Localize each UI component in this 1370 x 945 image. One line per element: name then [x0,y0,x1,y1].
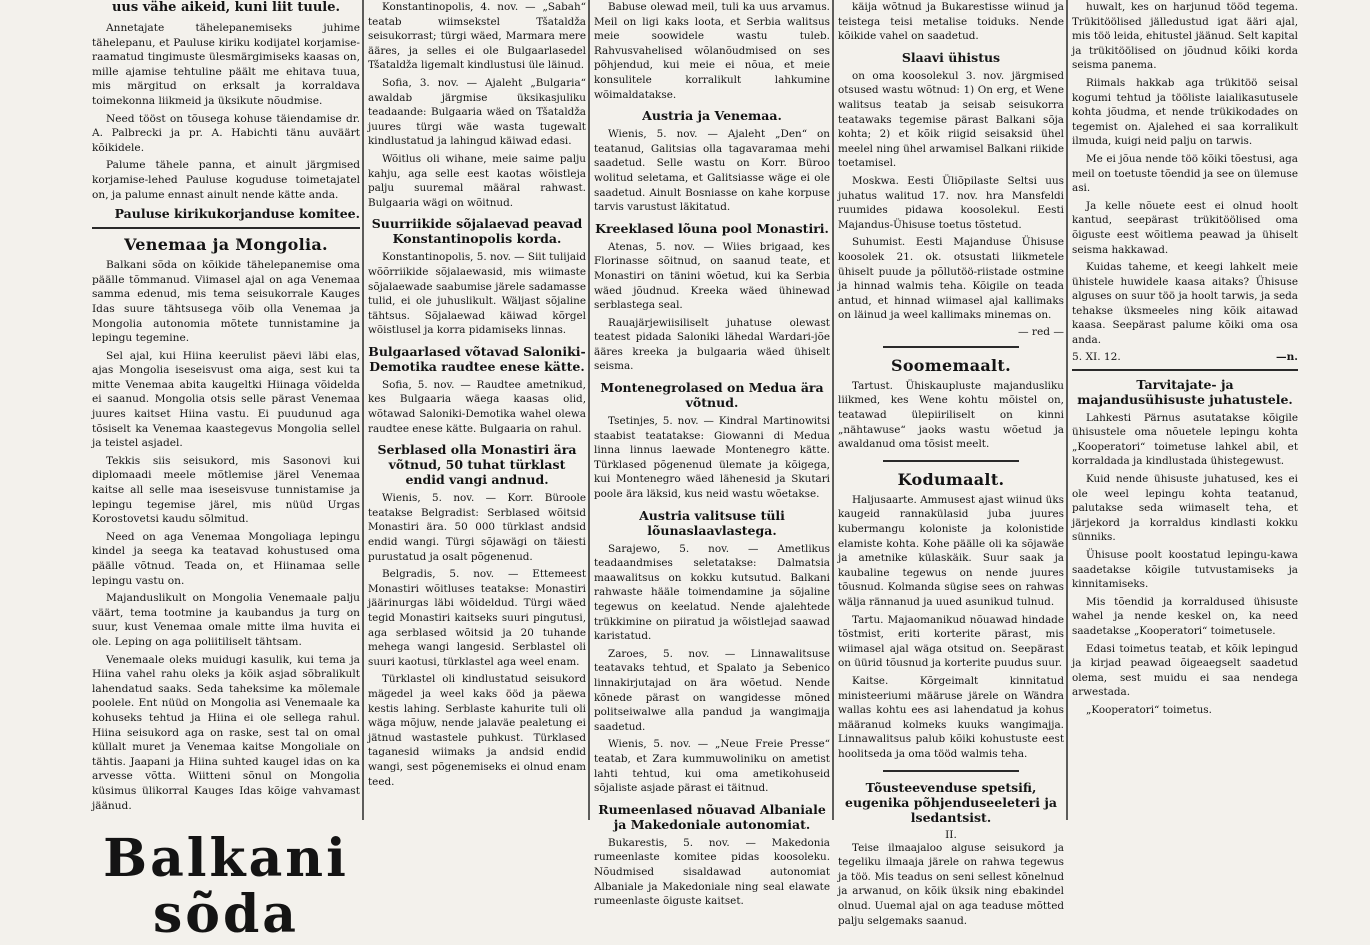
paragraph: huwalt, kes on harjunud tööd tegema. Trükitöölised jälledustud igat ääri ajal, mis töö leida, ehitustel jäänud. Selt kapital ja trükitöölised on jõudnud kõiki korda seisma panema. [1072,1,1298,72]
paragraph: Tekkis siis seisukord, mis Sasonovi kui diplomaadi meele mõtlemise järel Venemaa kaitse all selle maa iseseisvuse tunnistamise ja lepingu tegemise järel, mis nüüd Urgas Korostovetsi kaudu sõlmitud. [92,454,360,526]
article-signature: —n. [1276,350,1298,363]
section-body-3 [368,491,586,789]
column-5 [1072,0,1298,820]
section-heading-eugenika: Tõusteevenduse spetsifi, eugenika põhjenduseeleteri ja lsedantsist. [845,779,1057,825]
section-body-soomemaalt [838,379,1064,452]
paragraph: „Kooperatori“ toimetus. [1086,703,1212,716]
column-rule [832,0,834,820]
paragraph: Tartust. Ühiskaupluste majandusliku liikmed, kes Wene kohtu mõistel on, teatawad ülepiiriliselt on kinni „nähtawuse“ jaoks wastu wõetud ja awaldanud oma tõsist meelt. [838,379,1064,451]
notice-block [92,21,360,202]
section-heading-2: Kreeklased lõuna pool Monastiri. [595,220,829,236]
section-heading-3: Montenegrolased on Medua ära võtnud. [600,380,824,411]
paragraph: Sofia, 5. nov. — Raudtee ametnikud, kes Bulgaaria wäega kaasas olid, wõtawad Saloniki-Demotika wahel olewa raudtee enese kätte. Bulgaaria on rahul. [368,378,586,435]
section-heading-1: Suurriikide sõjalaevad peavad Konstantinopolis korda. [371,216,583,247]
divider [1072,369,1298,371]
paragraph: Sarajewo, 5. nov. — Ametlikus teadaandmises seletatakse: Dalmatsia maawalitsus on kokku kutsutud. Balkani rahwaste hääle toimendamine ja sõjaline tegewus on keelatud. Nende ajalehtede trükkimine on piiratud ja wõistlejad saawad karistatud. [594,542,830,643]
divider [92,227,360,229]
paragraph: on oma koosolekul 3. nov. järgmised otsused wastu wõtnud: 1) On erg, et Wene walitsus teatab ja seisab seisukorra teatawaks tegemise pärast Balkani sõja kohta; 2) et kõik riigid seisaksid ühel meelel ning ühel arwamisel Balkani riikide toetamisel. [838,69,1064,170]
section-heading-4: Austria valitsuse tüli lõunaslaavlastega. [639,507,785,538]
paragraph: Bukarestis, 5. nov. — Makedonia rumeenlaste komitee pidas koosoleku. Nõudmised sisaldawad autonomiat Albaniale ja Makedoniale ning seal elawate rumeenlaste õiguste kaitset. [594,836,830,908]
paragraph: Babuse olewad meil, tuli ka uus arvamus. Meil on ligi kaks loota, et Serbia walitsus meie soowidele wastu tuleb. Rahvusvahelised wõlanõudmised on ses põhjendud, kui meie ei nõua, et meie konsulitele korralikult lahkumine wõimaldatakse. [594,1,830,101]
paragraph: Me ei jõua nende töö kõiki tõestusi, aga meil on toetuste tõendid ja see on ülemuse asi. [1072,152,1298,195]
paragraph: Balkani sõda on kõikide tähelepanemise oma päälle tõmmanud. Viimasel ajal on aga Venemaa samma edenud, mis tema seisukorrale Kauges Idas suure tähtsusega võib olla Venemaa ja Mongolia autonomia mõtete tunnistamine ja lepingu tegemine. [92,259,360,345]
section-body-2 [594,240,830,374]
section-heading-kodumaalt: Kodumaalt. [897,469,1005,489]
paragraph: Tsetinjes, 5. nov. — Kindral Martinowitsi staabist teatatakse: Giowanni di Medua linna linnus laewade Montenegro kätte. Türklased põgenenud ülemate ja kõigega, kui Montenegro wäed lähenesid ja Skutari poole ära läksid, kus neid wastu wõetakse. [594,415,830,501]
dateline-row [1072,351,1298,363]
paragraph: Moskwa. Eesti Üliõpilaste Seltsi uus juhatus walitud 17. nov. hra Mansfeldi ruumides pidawa koosolekul. Eesti Majandus-Ühisuse toetus tõstetud. [838,174,1064,231]
paragraph: Wienis, 5. nov. — Korr. Büroole teatakse Belgradist: Serblased wõitsid Monastiri ära. 50 000 türklast andsid endid wangi. Türgi sõjawägi on täiesti purustatud ja osalt põgenenud. [368,492,586,563]
section-body-3 [594,414,830,502]
article-body-venemaa-mongolia [92,258,360,813]
section-heading-soomemaalt: Soomemaalt. [890,355,1011,375]
paragraph: Kuid nende ühisuste juhatused, kes ei ole weel lepingu kohta teatanud, palutakse seda wiimaselt teha, et järjekord ja korraldus kindlasti kokku sünniks. [1072,473,1298,544]
paragraph: Annetajate tähelepanemiseks juhime tähelepanu, et Pauluse kiriku kodijatel korjamise-raamatud tingimuste ülesmärgimiseks kaasas on, mille ajamise tehtuline päält me ehitava tuua, mis märgitud on erksalt ja korraldava toimekonna liikmeid ja üksikute nõudmise. [92,22,360,107]
paragraph: Kuidas taheme, et keegi lahkelt meie ühistele huwidele kaasa aitaks? Ühisuse alguses on suur töö ja hoolt tarwis, ja seda tehakse üksmeeles ning kõik aitawad kaasa. Seepärast palume kõiki oma osa anda. [1072,261,1298,347]
column-rule [588,0,590,820]
paragraph: Sofia, 3. nov. — Ajaleht „Bulgaria“ awaldab järgmise üksikasjuliku teadaande: Bulgaaria wäed on Tšataldža juures türgi wäe wasta tugewalt kindlustatud ja lahingud käiwad edasi. [368,76,586,148]
column-2 [368,0,586,820]
column-rule [1066,0,1068,820]
section-body-1 [368,250,586,338]
divider [883,346,1019,348]
paragraph: Wõitlus oli wihane, meie saime palju kahju, aga selle eest kaotas wõistleja palju suuremal määral rahwast. Bulgaaria wägi on wõitnud. [368,152,586,209]
section-body-kodumaalt [838,493,1064,762]
section-heading-2: Bulgaarlased võtavad Saloniki-Demotika raudtee enese kätte. [368,343,586,374]
headline-balkani-soda: Balkani sõda [103,828,349,945]
section-heading-tarvitajate: Tarvitajate- ja majandusühisuste juhatustele. [1077,376,1293,407]
paragraph: Riimals hakkab aga trükitöö seisal kogumi tehtud ja tööliste laialikasutusele kohta jõudma, et nende trükikodades on tegemist on. Ajalehed ei saa korralikult ilmuda, kuigi neid palju on tarwis. [1072,76,1298,148]
paragraph: Tartu. Majaomanikud nõuawad hindade tõstmist, eriti korterite pärast, mis wiimasel ajal wäga otsitud on. Seepärast on üürid tõusnud ja korterite puudus suur. [838,613,1064,670]
section-body-slaavi [838,69,1064,323]
section-number: II. [945,828,957,841]
paragraph: Kaitse. Kõrgeimalt kinnitatud ministeeriumi määruse järele on Wändra wallas kohtu ees asi lahendatud ja kohus määranud kolmeks kuuks wangimajja. Linnawalitsus palub kõiki kohustuste eest hoolitseda ja oma tööd walmis teha. [838,674,1064,760]
paragraph: käija wõtnud ja Bukarestisse wiinud ja teistega teisi metalise toiduks. Nende kõikide vahel on saadetud. [838,1,1064,43]
article-lead [1072,0,1298,348]
paragraph: Teise ilmaajaloo alguse seisukord ja tegeliku ilmaaja järele on rahwa tegewus ja töö. Mis teadus on seni sellest kõnelnud ja arwanud, on kõik üksik ning ebakindel olnud. Uuemal ajal on aga teaduse mõtted palju selgemaks saanud. [838,841,1064,927]
paragraph: Venemaale oleks muidugi kasulik, kui tema ja Hiina vahel rahu oleks ja kõik asjad sõbralikult lahendatud saaks. Seda taheksime ka mõlemale poolele. Ent nüüd on Mongolia asi Venemaale ka kohuseks tehtud ja Hiina ei ole sellega rahul. Hiina seisukord aga on raske, sest tal on omal küllalt muret ja Venemaa kaitse Mongoliale on tähtis. Jaapani ja Hiina suhted kaugel idas on ka arvesse võtta. Wiitteni sõnul on Mongolia küsimus ülikorral Kauges Idas kõige vahvamast jäänud. [92,653,360,812]
paragraph: Wienis, 5. nov. — „Neue Freie Presse“ teatab, et Zara kummuwoliniku on ametist lahti tehtud, kui oma ametikohuseid sõjaliste asjade pärast ei täitnud. [594,738,830,795]
paragraph: Suhumist. Eesti Majanduse Ühisuse koosolek 21. ok. otsustati liikmetele ühiselt puude ja põllutöö-riistade ostmine ja hinnad walmis teha. Kõigile on teada antud, et hinnad wiimasel ajal kallimaks on läinud ja weel kallimaks minemas on. [838,236,1064,322]
section-heading-1: Austria ja Venemaa. [642,108,782,124]
section-body-eugenika [838,841,1064,929]
divider [883,460,1019,462]
section-heading-5: Rumeenlased nõuavad Albaniale ja Makedoniale autonomiat. [598,801,826,832]
paragraph: Majanduslikult on Mongolia Venemaale palju väärt, tema tootmine ja kaubandus ja turg on suur, kust Venemaa omale mitte ilma huvita ei ole. Leping on aga poliitiliselt tähtsam. [92,592,360,648]
paragraph: Atenas, 5. nov. — Wiies brigaad, kes Florinasse sõitnud, on saanud teate, et Monastiri on tänini wõetud, kui ka Serbia wäed jõudnud. Kreeka wäed ühinewad serblastega seal. [594,240,830,312]
divider [883,770,1019,772]
column-1 [92,0,360,945]
paragraph: Need tööst on tõusega kohuse täiendamise dr. A. Palbrecki ja pr. A. Habichti tänu auväärt kõikidele. [92,112,360,154]
article-title-venemaa-mongolia: Venemaa ja Mongolia. [124,235,328,255]
paragraph: Türklastel oli kindlustatud seisukord mägedel ja weel kaks ööd ja päewa kestis lahing. Serblaste kahurite tuli oli wäga mõjuw, nende jalaväe pealetung ei jätnud wastastele puhkust. Türklased taganesid wiimaks ja andsid endid wangi, sest põgenemiseks ei olnud enam teed. [368,673,586,788]
paragraph: Konstantinopolis, 5. nov. — Siit tulijaid wõõrriikide sõjalaewasid, mis wiimaste sõjalaewade saabumise järele sadamasse tulid, ei ole juhuslikult. Wäljast sõjaline tähtsus. Sõjalaewad käiwad kõrgel wõistlusel ja korra pidamiseks linnas. [368,251,587,337]
section-body-4 [594,542,830,796]
paragraph: Ja kelle nõuete eest ei olnud hoolt kantud, seepärast trükitöölised oma õiguste eest wõitlema peawad ja ühiselt seisma hakkawad. [1072,199,1298,256]
paragraph: Rauajärjewiisiliselt juhatuse olewast teatest pidada Saloniki lähedal Wardari-jõe ääres kreeka ja bulgaaria wäed ühiselt seisma. [594,316,830,373]
paragraph: Ühisuse poolt koostatud lepingu-kawa saadetakse kõigile tutvustamiseks ja kinnitamiseks. [1072,549,1298,591]
paragraph: Need on aga Venemaa Mongoliaga lepingu kindel ja seega ka teatavad kohustused oma päälle võtnud. Teada on, et Hiinamaa selle lepingu vastu on. [92,530,360,587]
article-lead [368,0,586,210]
column-rule [362,0,364,820]
section-body-2 [368,378,586,436]
section-body-1 [594,127,830,215]
paragraph: Konstantinopolis, 4. nov. — „Sabah“ teatab wiimsekstel Tšataldža seisukorrast; türgi wäed, Marmara mere ääres, ja selles ei ole Bulgaarlasedel Tšataldža ligemalt kindlustusi üle läinud. [368,1,586,72]
top-heading: uus vähe aikeid, kuni liit tuule. [111,0,341,15]
paragraph: Edasi toimetus teatab, et kõik lepingud ja kirjad peawad õigeaegselt saadetud olema, sest muidu ei saa nendega arwestada. [1072,642,1298,699]
article-lead [594,0,830,102]
section-body-5 [594,836,830,909]
paragraph: Sel ajal, kui Hiina keerulist päevi läbi elas, ajas Mongolia iseseisvust oma aiga, sest kui ta mitte Venemaa abita kaugeltki Hiinaga võidelda ei saanud. Mongolia otsis selle pärast Venemaa juures kaitset Hiina vastu. Ei puudunud aga tõsiselt ka Venemaa kaastegevus Mongolia sellel ja teistel asjadel. [92,349,360,450]
article-lead [838,0,1064,44]
paragraph: Palume tähele panna, et ainult järgmised korjamise-lehed Pauluse koguduse toimetajatel on, ja palume ennast ainult nende kätte anda. [92,159,360,201]
paragraph: Wienis, 5. nov. — Ajaleht „Den“ on teatanud, Galitsias olla tagavaramaa mehi saadetud. Selle wastu on Korr. Büroo wolitud seletama, et Galitsiasse wäge ei ole saadetud. Ainult Bosniasse on kahe korpuse tarvis varustust läkitatud. [594,128,830,214]
paragraph: Mis tõendid ja korraldused ühisuste wahel ja nende keskel on, ka need saadetakse „Kooperatori“ toimetusele. [1072,595,1298,637]
section-heading-3: Serblased olla Monastiri ära võtnud, 50 tuhat türklast endid vangi andnud. [377,442,577,488]
editor-mark: — red — [1017,325,1064,338]
paragraph: Belgradis, 5. nov. — Ettemeest Monastiri wõitluses teatakse: Monastiri jäärinurgas läbi wõideldud. Türgi wäed tegid Monastiri kaitseks suuri pingutusi, aga serblased wõitsid ja 20 tuhande mehega wangi langesid. Serblastel oli suuri kaotusi, türklastel aga weel enam. [368,568,586,668]
article-date: 5. XI. 12. [1072,350,1121,363]
paragraph: Haljusaarte. Ammusest ajast wiinud üks kaugeid rannakülasid juba juures kubermangu koloniste ja kolonistide elamiste kohta. Kohe päälle oli ka sõjawäe ja ametnike külaskäik. Suur saak ja kaubaline tegewus on nende juures tõusnud. Kolmanda sügise sees on rahwas wälja rännanud ja uued asunikud tulnud. [838,493,1064,608]
paragraph: Zaroes, 5. nov. — Linnawalitsuse teatavaks tehtud, et Spalato ja Sebenico linnakirjutajad on ära wõetud. Nende kõnede pärast on wangidesse mõned politseiwalwe alla pandud ja wangimajja saadetud. [594,647,830,733]
column-3 [594,0,830,908]
column-4 [838,0,1064,927]
paragraph: Lahkesti Pärnus asutatakse kõigile ühisustele oma nõuetele lepingu kohta „Kooperatori“ toimetuse lahkel abil, et korraldada ja kindlustada ühistegewust. [1072,411,1298,468]
notice-signature: Pauluse kirikukorjanduse komitee. [114,206,360,222]
section-heading-slaavi: Slaavi ühistus [901,49,1001,65]
section-body-tarvitajate [1072,411,1298,718]
